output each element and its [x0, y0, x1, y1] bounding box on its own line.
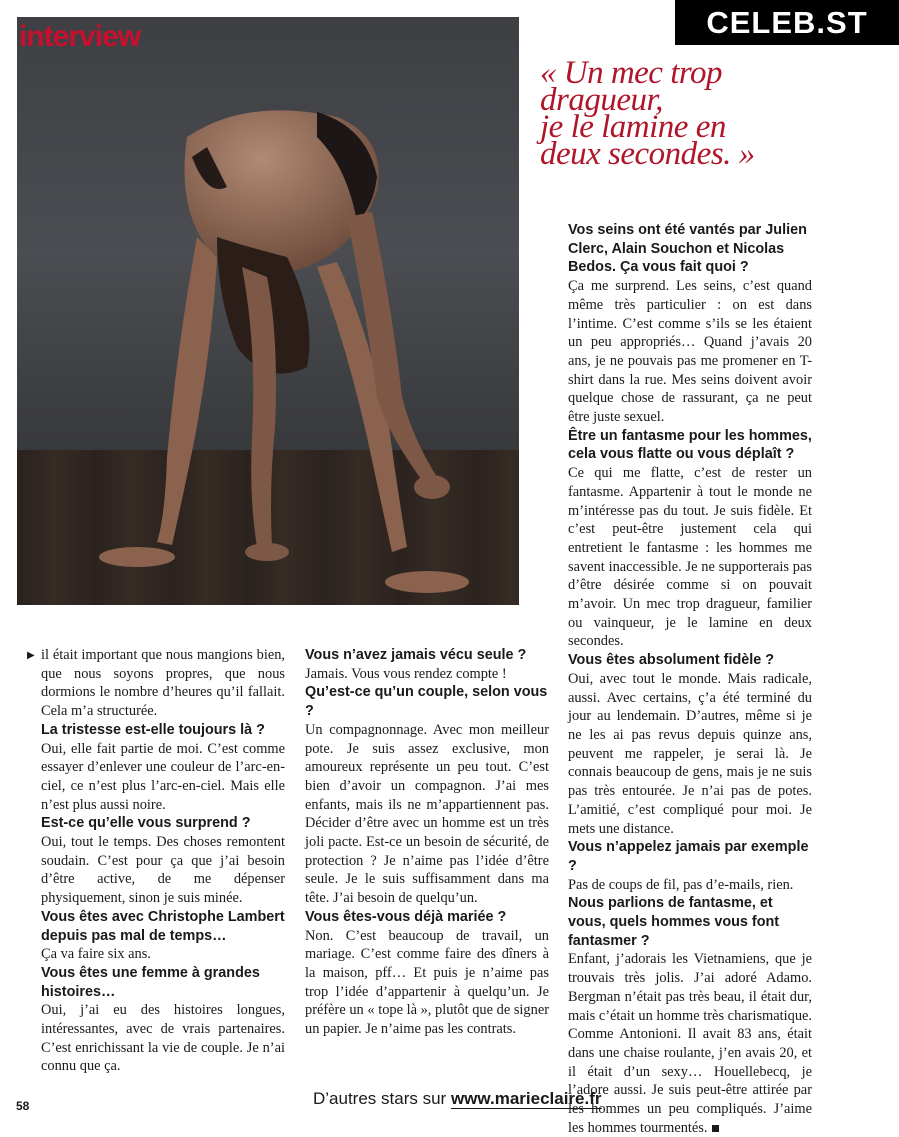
pull-quote-line: je le lamine en	[540, 109, 726, 145]
answer-paragraph: Oui, tout le temps. Des choses remontent soudain. C’est pour ça que j’ai besoin d’être active, de me dépenser physiquement, sinon je suis minée.	[41, 834, 285, 907]
answer-text: Enfant, j’adorais les Vietnamiens, que je trouvais très jolis. J’ai adoré Adamo. Bergman n’était pas très beau, il était dur, mais c’était un homme très charismatique. Comme Antonioni. Il avait 83 ans, était dans une chaise roulante, j’en avais 20, et il était d’un sexy… Houellebecq, je l’adore aussi. Je suis peut-être attirée par les hommes un peu compliqués. J’aime les hommes tourmentés.	[568, 951, 812, 1136]
cover-photo	[17, 17, 519, 605]
answer-paragraph: Oui, elle fait partie de moi. C’est comme essayer d’enlever une couleur de l’arc-en-ciel, ce n’est plus l’arc-en-ciel. Mais elle n’est plus aussi noire.	[41, 740, 285, 813]
continuation-arrow-icon: ▶	[27, 650, 35, 661]
pull-quote	[540, 55, 870, 172]
column-1	[27, 646, 285, 1076]
pull-quote-line: deux secondes. »	[540, 136, 755, 172]
answer-paragraph: il était important que nous mangions bien, que nous soyons propres, que nous dormions le nombre d’heures qu’il fallait. Cela m’a structurée.	[41, 647, 285, 720]
answer-paragraph: Non. C’est beaucoup de travail, un mariage. C’est comme faire des dîners à la maison, pff… Et puis je n’aime pas trop l’idée d’appartenir à quelqu’un. Je préfère un « tope là », plutôt que de signer un papier. Je n’aime pas les contrats.	[305, 927, 549, 1038]
question-heading: Vous êtes avec Christophe Lambert depuis pas mal de temps…	[41, 908, 285, 944]
footer-url-link[interactable]: www.marieclaire.fr	[450, 1089, 602, 1108]
footer-prefix: D’autres stars sur	[313, 1089, 451, 1108]
question-heading: Vous êtes une femme à grandes histoires…	[41, 964, 260, 1000]
dancer-figure-illustration	[17, 17, 519, 605]
answer-paragraph: Oui, avec tout le monde. Mais radicale, aussi. Avec certains, ç’a été terminé du jour au lendemain. D’autres, même si je ne les ai pas revus depuis quinze ans, peuvent me rappeler, je serai là. Je connais beaucoup de gens, mais je ne suis pas très entourée. Je n’ai pas de potes. L’amitié, c’est compliqué pour moi. Je mets une distance.	[568, 670, 812, 837]
question-heading: Nous parlions de fantasme, et vous, quels hommes vous font fantasmer ?	[568, 895, 780, 949]
answer-paragraph: Oui, j’ai eu des histoires longues, intéressantes, avec de vrais partenaires. C’est enrichissant la vie de couple. Je n’ai connu que ça.	[41, 1002, 285, 1075]
brand-watermark: CELEB.ST	[675, 0, 899, 45]
answer-paragraph: Ça va faire six ans.	[41, 946, 151, 963]
column-2	[305, 646, 549, 1039]
question-heading: Vous n’appelez jamais par exemple ?	[568, 839, 809, 874]
pull-quote-line: dragueur,	[540, 82, 663, 118]
answer-paragraph: Un compagnonnage. Avec mon meilleur pote. Je suis assez exclusive, mon amoureux représente un peu tout. C’est bien d’avoir un compagnon. J’ai mes enfants, mais ils ne m’appartiennent pas. Décider d’être avec un homme est un très joli pacte. Est-ce un besoin de sécurité, de protection ? Je n’aime pas l’idée d’être seule. Je le suis suffisamment dans ma tête. J’ai besoin de quelqu’un.	[305, 721, 549, 907]
question-heading: Être un fantasme pour les hommes, cela vous flatte ou vous déplaît ?	[568, 427, 812, 463]
answer-paragraph: Ce qui me flatte, c’est de rester un fantasme. Appartenir à tout le monde ne m’intéresse pas du tout. Je suis fidèle. Et c’est peut-être justement cela qui entretient le fantasme : les hommes me savent inaccessible. Je ne supporterais pas d’être désirée comme si on pouvait m’avoir. Un mec trop dragueur, familier ou vainqueur, je le lamine en deux secondes.	[568, 465, 812, 650]
section-tag: interview	[19, 20, 141, 53]
question-heading: Vous êtes-vous déjà mariée ?	[305, 908, 507, 925]
question-heading: Qu’est-ce qu’un couple, selon vous ?	[305, 684, 548, 720]
end-mark-icon	[712, 1125, 719, 1132]
pull-quote-line: « Un mec trop	[540, 55, 722, 91]
answer-paragraph: Pas de coups de fil, pas d’e-mails, rien.	[568, 876, 794, 893]
footer-promo	[313, 1089, 602, 1109]
column-3	[568, 221, 812, 1137]
answer-paragraph: Ça me surprend. Les seins, c’est quand même très particulier : on est dans l’intime. C’est comme s’ils se les étaient un peu appropriés… Quand j’avais 20 ans, je ne pouvais pas me promener en T-shirt dans la rue. Mes seins doivent avoir quelque chose de rassurant, ça ne peut être juste sexuel.	[568, 278, 812, 426]
question-heading: Est-ce qu’elle vous surprend ?	[41, 815, 251, 832]
answer-paragraph	[568, 950, 812, 1137]
question-heading: Vous n’avez jamais vécu seule ?	[305, 647, 527, 663]
question-heading: La tristesse est-elle toujours là ?	[41, 721, 265, 738]
page-number: 58	[16, 1099, 30, 1113]
question-heading: Vos seins ont été vantés par Julien Clerc, Alain Souchon et Nicolas Bedos. Ça vous fait quoi ?	[568, 222, 807, 276]
question-heading: Vous êtes absolument fidèle ?	[568, 652, 775, 669]
answer-paragraph: Jamais. Vous vous rendez compte !	[305, 665, 507, 682]
